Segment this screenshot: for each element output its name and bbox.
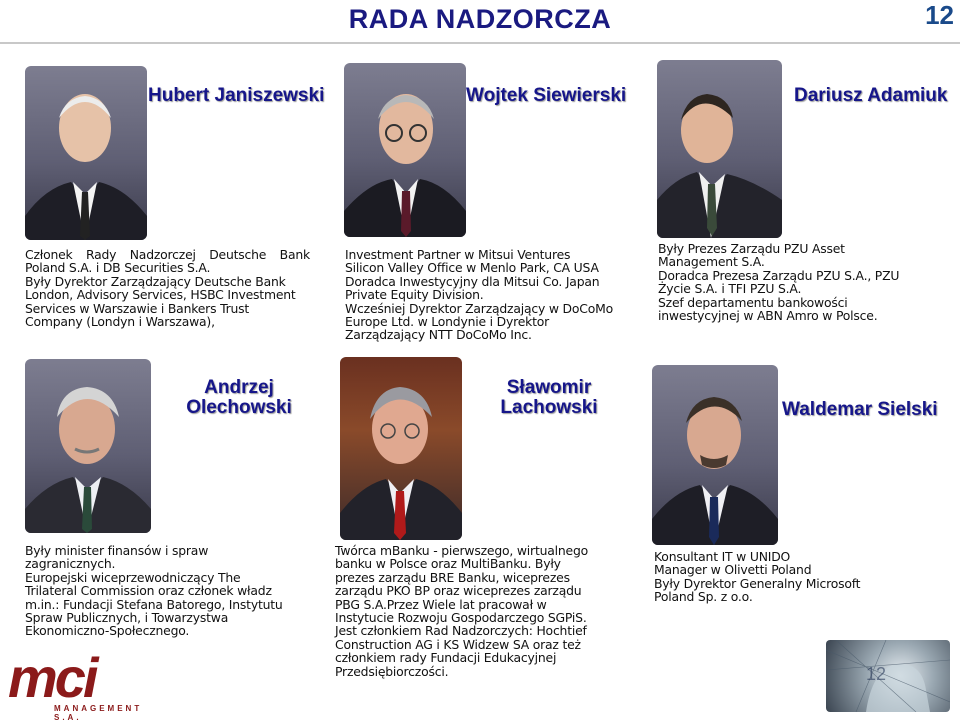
portrait-icon [25,66,147,240]
member-photo-1 [25,66,147,240]
portrait-icon [344,63,466,237]
member-photo-2 [344,63,466,237]
member-name-6: Waldemar Sielski [782,399,938,420]
member-photo-3 [657,60,782,238]
member-photo-5 [340,357,462,540]
decorative-image [826,640,950,712]
member-bio-3: Były Prezes Zarządu PZU Asset Management S.A. Doradca Prezesa Zarządu PZU S.A., PZU Życie S.A. i TFI PZU S.A. Szef departamentu bankowości inwestycyjnej w ABN Amro w Polsce. [658,241,900,324]
member-name-5: Sławomir Lachowski [500,377,598,418]
member-bio-2: Investment Partner w Mitsui Ventures Silicon Valley Office w Menlo Park, CA USA Doradca Inwestycyjny dla Mitsui Co. Japan Private Equity Division. Wcześniej Dyrektor Zarządzający w DoCoMo Europe Ltd. w Londynie i Dyrektor Zarządzający NTT DoCoMo Inc. [345,247,613,343]
portrait-icon [340,357,462,540]
decorative-number: 12 [866,664,887,684]
logo-wordmark: mci [8,646,96,709]
portrait-icon [652,365,778,545]
member-name-3: Dariusz Adamiuk [794,85,948,106]
logo-subtext: MANAGEMENT S.A. [54,704,143,722]
member-name-1: Hubert Janiszewski [148,85,325,106]
member-bio-5: Twórca mBanku - pierwszego, wirtualnego banku w Polsce oraz MultiBanku. Były prezes zarządu BRE Banku, wiceprezes zarządu PKO BP oraz wiceprezes zarządu PBG S.A.Przez Wiele lat pracował w Instytucie Rozwoju Gospodarczego SGPiS. Jest członkiem Rad Nadzorczych: Hochtief Construction AG i KS Widzew SA oraz też członkiem rady Fundacji Edukacyjnej Przedsiębiorczości. [335,543,589,679]
mci-logo [8,646,143,722]
title-divider [0,42,960,44]
member-name-4: Andrzej Olechowski [186,377,292,418]
member-bio-4: Były minister finansów i spraw zagranicznych. Europejski wiceprzewodniczący The Trilateral Commission oraz członek władz m.in.: Fundacji Stefana Batorego, Instytutu Spraw Publicznych, i Towarzystwa Ekonomiczno-Społecznego. [25,543,283,639]
member-bio-6: Konsultant IT w UNIDO Manager w Olivetti Poland Były Dyrektor Generalny Microsoft Poland Sp. z o.o. [654,549,861,605]
member-photo-6 [652,365,778,545]
member-name-2: Wojtek Siewierski [466,85,627,106]
portrait-icon [657,60,782,238]
portrait-icon [25,359,151,533]
page-title: RADA NADZORCZA [348,4,612,34]
page-number: 12 [925,0,954,30]
member-bio-1: Członek Rady Nadzorczej Deutsche Bank Poland S.A. i DB Securities S.A. Były Dyrektor Zarządzający Deutsche Bank London, Advisory Services, HSBC Investment Services w Warszawie i Bankers Trust Company (Londyn i Warszawa), [25,247,310,330]
member-photo-4 [25,359,151,533]
